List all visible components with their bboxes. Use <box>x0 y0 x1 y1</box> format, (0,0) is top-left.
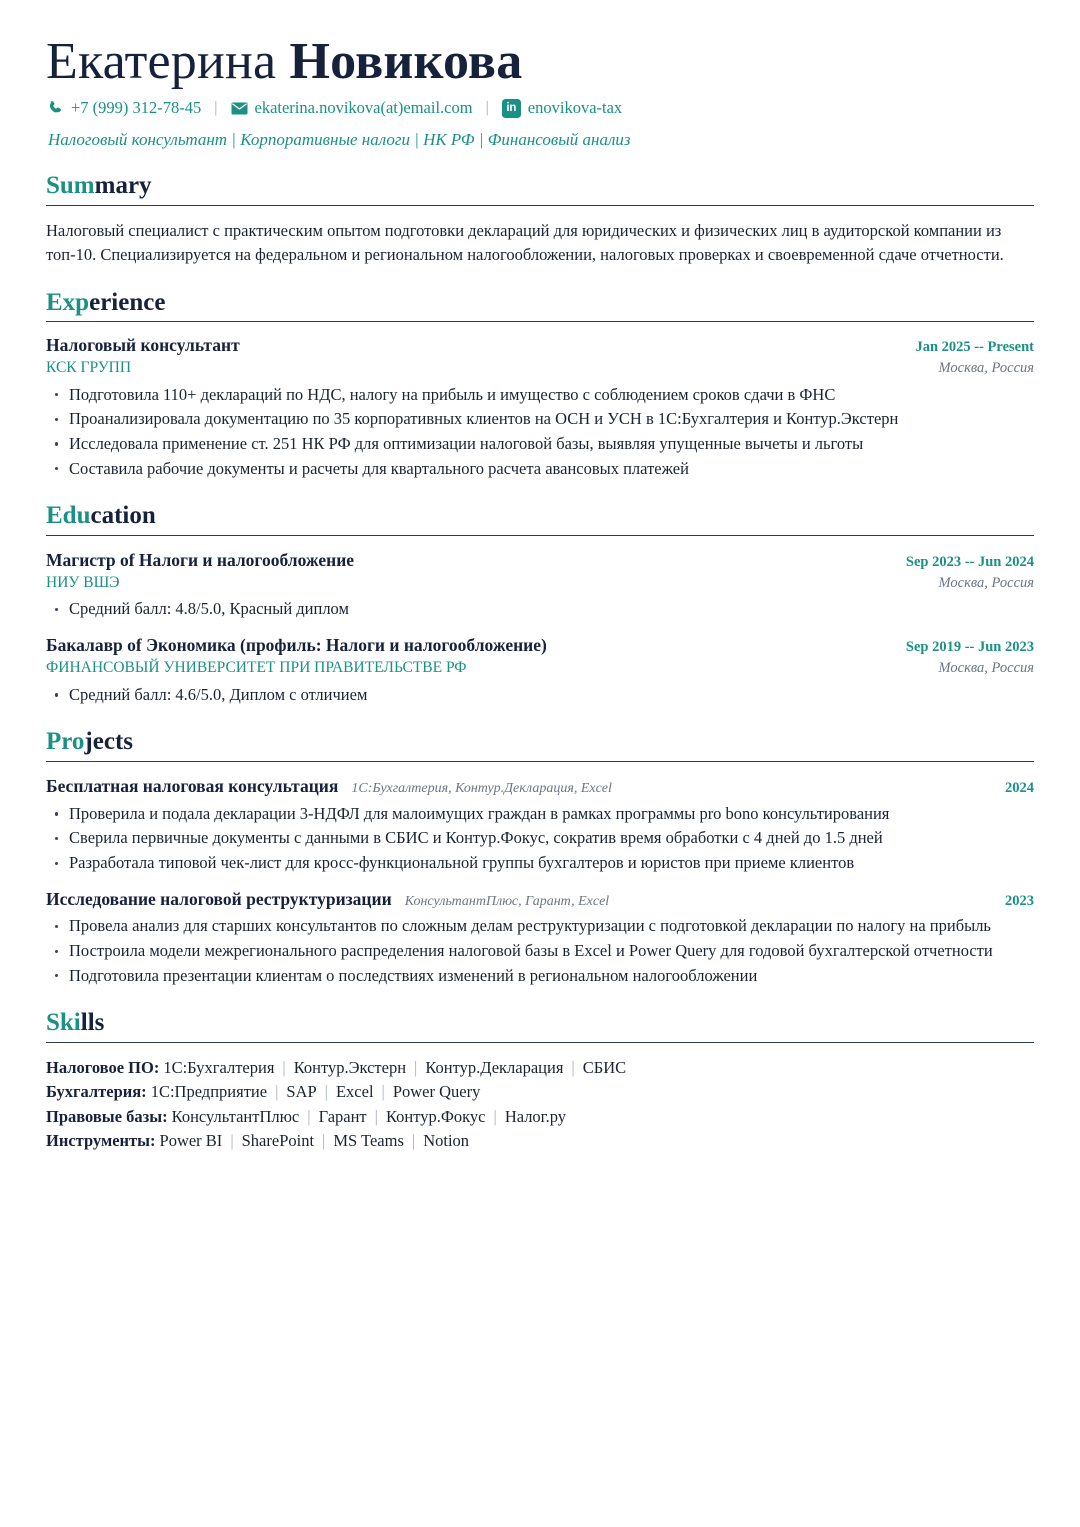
list-item: Провела анализ для старших консультантов по сложным делам реструктуризации с подготовкой декларации по налогу на прибыль <box>46 915 1034 938</box>
experience-entry <box>46 335 1034 480</box>
section-divider <box>46 321 1034 322</box>
list-item: Подготовила 110+ деклараций по НДС, налогу на прибыль и имущество с соблюдением сроков сдачи в ФНС <box>46 384 1034 407</box>
section-title-accent: Ski <box>46 1009 81 1037</box>
skill-row <box>46 1129 1034 1153</box>
responsibility-list <box>46 384 1034 480</box>
project-tech-stack: КонсультантПлюс, Гарант, Excel <box>404 893 610 909</box>
section-title-experience <box>46 289 1034 317</box>
section-skills <box>46 1009 1034 1153</box>
skill-value-group <box>156 1131 470 1150</box>
resume-header <box>46 34 1034 150</box>
section-title-accent: Edu <box>46 502 91 530</box>
project-title: Бесплатная налоговая консультация <box>46 775 339 796</box>
skill-separator: | <box>275 1082 279 1102</box>
section-title-rest: mary <box>94 172 152 200</box>
degree-title: Бакалавр of Экономика (профиль: Налоги и налогообложение) <box>46 635 547 656</box>
company-name: КСК ГРУПП <box>46 358 132 376</box>
project-entry <box>46 889 1034 988</box>
section-divider <box>46 761 1034 762</box>
list-item: Средний балл: 4.6/5.0, Диплом с отличием <box>46 684 1034 707</box>
section-title-accent: Exp <box>46 288 90 316</box>
project-year: 2024 <box>1005 779 1034 796</box>
location: Москва, Россия <box>938 359 1034 376</box>
skill-item: Контур.Экстерн <box>293 1057 407 1077</box>
skill-separator: | <box>381 1082 385 1102</box>
skill-item: Notion <box>423 1130 470 1150</box>
skill-item: Контур.Декларация <box>425 1057 564 1077</box>
entry-left-column <box>46 635 547 679</box>
section-title-rest: erience <box>89 288 166 316</box>
education-detail-list <box>46 684 1034 707</box>
section-title-summary <box>46 172 1034 200</box>
skill-separator: | <box>414 1057 418 1077</box>
contact-separator-1: | <box>214 99 218 117</box>
contact-linkedin[interactable] <box>502 98 622 118</box>
section-divider <box>46 535 1034 536</box>
contact-line <box>48 98 1034 118</box>
skill-separator: | <box>282 1057 286 1077</box>
linkedin-badge-text: in <box>502 99 521 118</box>
list-item: Средний балл: 4.8/5.0, Красный диплом <box>46 598 1034 621</box>
project-detail-list <box>46 803 1034 875</box>
section-divider <box>46 1042 1034 1043</box>
entry-header-row <box>46 635 1034 679</box>
list-item: Исследовала применение ст. 251 НК РФ для оптимизации налоговой базы, выявляя упущенные вычеты и льготы <box>46 433 1034 456</box>
contact-separator-2: | <box>485 99 489 117</box>
section-title-skills <box>46 1009 1034 1037</box>
last-name: Новикова <box>289 33 523 90</box>
skill-category-label: Инструменты: <box>46 1130 156 1150</box>
entry-header-row <box>46 335 1034 379</box>
skill-item: SAP <box>286 1082 317 1102</box>
contact-phone[interactable] <box>48 98 201 118</box>
list-item: Проанализировала документацию по 35 корпоративных клиентов на ОСН и УСН в 1С:Бухгалтерия и Контур.Экстерн <box>46 408 1034 431</box>
entry-left-column <box>46 335 240 379</box>
entry-right-column <box>1005 892 1034 910</box>
institution-name: ФИНАНСОВЫЙ УНИВЕРСИТЕТ ПРИ ПРАВИТЕЛЬСТВЕ РФ <box>46 658 467 676</box>
section-education <box>46 502 1034 706</box>
skill-separator: | <box>230 1130 234 1150</box>
envelope-icon <box>231 102 248 115</box>
section-title-accent: Sum <box>46 172 95 200</box>
skill-item: MS Teams <box>333 1130 404 1150</box>
project-detail-list <box>46 915 1034 987</box>
skill-item: Налог.ру <box>504 1106 566 1126</box>
candidate-name <box>46 34 1034 90</box>
list-item: Построила модели межрегионального распределения налоговой базы в Excel и Power Query для годовой бухгалтерской отчетности <box>46 940 1034 963</box>
project-year: 2023 <box>1005 892 1034 909</box>
email-text: ekaterina.novikova(at)email.com <box>254 98 473 118</box>
list-item: Разработала типовой чек-лист для кросс-функциональной группы бухгалтеров и юристов при приеме клиентов <box>46 852 1034 875</box>
section-divider <box>46 205 1034 206</box>
skill-category-label: Налоговое ПО: <box>46 1057 160 1077</box>
section-summary <box>46 172 1034 266</box>
skills-list <box>46 1056 1034 1154</box>
first-name: Екатерина <box>46 33 277 90</box>
skill-separator: | <box>571 1057 575 1077</box>
section-title-education <box>46 502 1034 530</box>
education-detail-list <box>46 598 1034 621</box>
entry-left-column <box>46 889 609 911</box>
skill-value-group <box>168 1107 566 1126</box>
section-experience <box>46 289 1034 481</box>
project-tech-stack: 1С:Бухгалтерия, Контур.Декларация, Excel <box>351 780 612 796</box>
summary-paragraph: Налоговый специалист с практическим опытом подготовки деклараций для юридических и физических лиц в аудиторской компании из топ-10. Специализируется на федеральном и региональном налогообложении, налоговых проверках и своевременной сдаче отчетности. <box>46 220 1004 264</box>
skill-separator: | <box>324 1082 328 1102</box>
skill-separator: | <box>322 1130 326 1150</box>
skill-item: 1С:Бухгалтерия <box>163 1057 275 1077</box>
skill-separator: | <box>493 1106 497 1126</box>
experience-entry-list <box>46 335 1034 480</box>
skill-category-label: Правовые базы: <box>46 1106 168 1126</box>
location: Москва, Россия <box>938 574 1034 591</box>
skill-item: Excel <box>335 1082 374 1102</box>
section-title-projects <box>46 728 1034 756</box>
entry-right-column <box>906 638 1034 678</box>
skill-row <box>46 1080 1034 1104</box>
education-entry <box>46 550 1034 621</box>
phone-text: +7 (999) 312-78-45 <box>71 98 202 118</box>
phone-icon <box>48 100 64 116</box>
section-title-rest: lls <box>80 1009 105 1037</box>
skill-item: Гарант <box>318 1106 367 1126</box>
institution-name: НИУ ВШЭ <box>46 573 120 591</box>
list-item: Составила рабочие документы и расчеты для квартального расчета авансовых платежей <box>46 458 1034 481</box>
date-range: Jan 2025 -- Present <box>915 339 1034 355</box>
section-title-rest: cation <box>90 502 156 530</box>
date-range: Sep 2023 -- Jun 2024 <box>905 553 1034 570</box>
location: Москва, Россия <box>938 659 1034 676</box>
entry-right-column <box>915 338 1034 378</box>
skill-item: Power BI <box>159 1130 223 1150</box>
skill-separator: | <box>374 1106 378 1126</box>
project-entry <box>46 776 1034 875</box>
date-range: Sep 2019 -- Jun 2023 <box>905 639 1034 656</box>
skill-value-group <box>159 1058 626 1077</box>
section-projects <box>46 728 1034 987</box>
skill-item: Power Query <box>392 1082 481 1102</box>
section-title-rest: jects <box>84 728 133 756</box>
contact-email[interactable] <box>231 98 473 118</box>
project-title: Исследование налоговой реструктуризации <box>46 888 392 909</box>
linkedin-text: enovikova-tax <box>527 98 623 118</box>
skill-separator: | <box>411 1130 416 1150</box>
professional-tagline: Налоговый консультант | Корпоративные налоги | НК РФ | Финансовый анализ <box>48 130 631 150</box>
skill-row <box>46 1105 1034 1129</box>
skill-separator: | <box>307 1106 311 1126</box>
education-entry <box>46 635 1034 706</box>
list-item: Подготовила презентации клиентам о последствиях изменений в региональном налогообложении <box>46 965 1034 988</box>
linkedin-icon <box>502 99 521 118</box>
degree-title: Магистр of Налоги и налогообложение <box>46 549 355 570</box>
skill-item: СБИС <box>582 1057 627 1077</box>
entry-left-column <box>46 776 612 798</box>
skill-item: 1С:Предприятие <box>150 1082 268 1102</box>
skill-category-label: Бухгалтерия: <box>46 1082 147 1102</box>
entry-right-column <box>906 553 1034 593</box>
entry-left-column <box>46 550 354 594</box>
skill-item: КонсультантПлюс <box>171 1106 300 1126</box>
entry-header-row <box>46 776 1034 798</box>
skill-item: SharePoint <box>241 1130 315 1150</box>
skill-item: Контур.Фокус <box>385 1106 486 1126</box>
section-title-accent: Pro <box>46 728 85 756</box>
entry-right-column <box>1005 779 1034 797</box>
entry-header-row <box>46 889 1034 911</box>
list-item: Сверила первичные документы с данными в СБИС и Контур.Фокус, сократив время обработки с 4 дней до 1.5 дней <box>46 827 1034 850</box>
skill-value-group <box>147 1082 481 1101</box>
entry-header-row <box>46 550 1034 594</box>
job-title: Налоговый консультант <box>46 335 240 355</box>
list-item: Проверила и подала декларации 3-НДФЛ для малоимущих граждан в рамках программы pro bono консультирования <box>46 803 1034 826</box>
skill-row <box>46 1056 1034 1080</box>
